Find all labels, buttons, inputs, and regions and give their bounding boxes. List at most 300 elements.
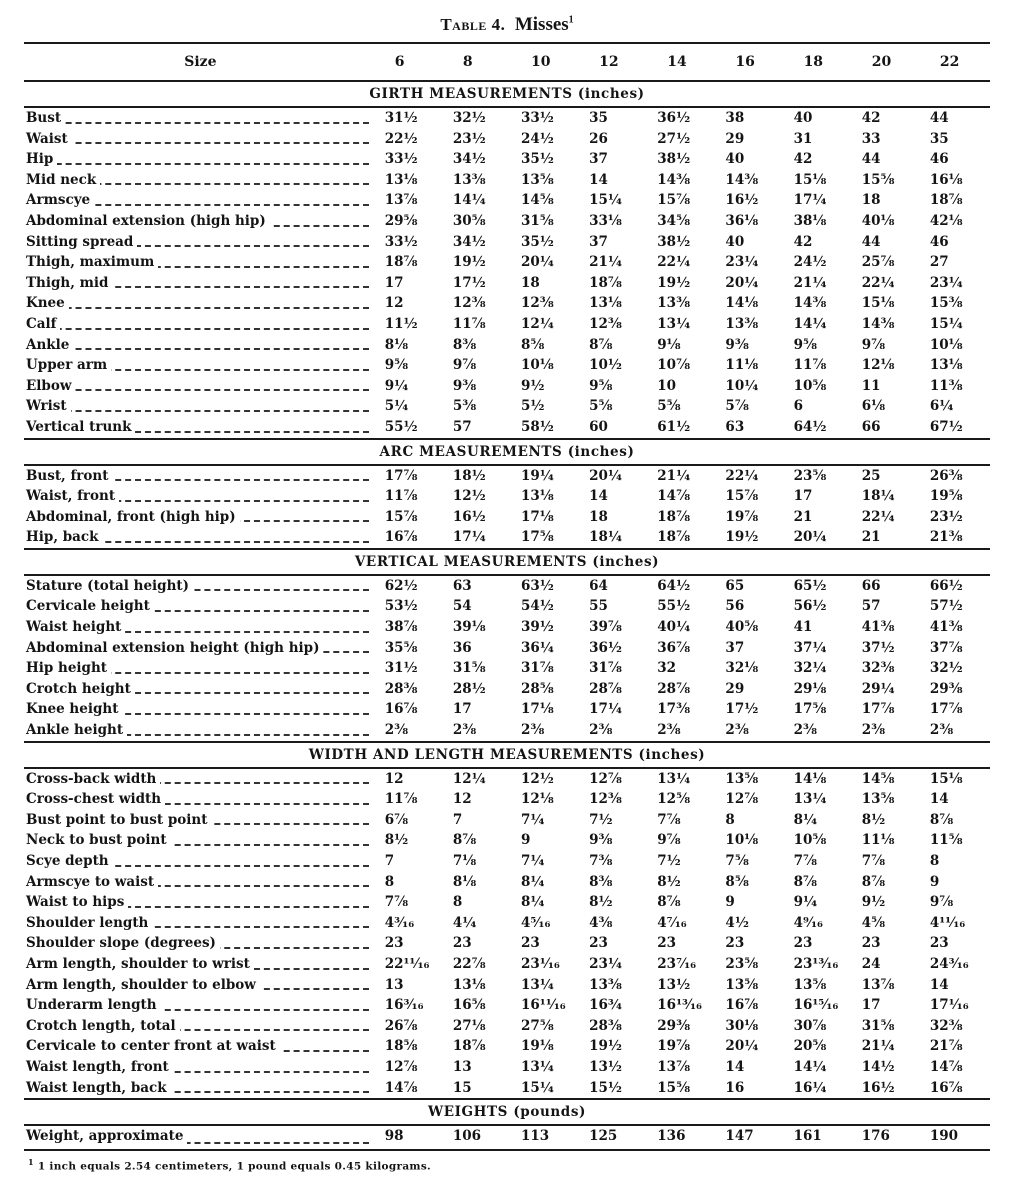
value-cell-size-6: 12⅞ [384, 1058, 418, 1075]
value-cell-size-18: 21 [793, 508, 813, 525]
value-cell-size-14: 18⅞ [657, 529, 691, 546]
value-cell-size-10: 8¼ [521, 873, 545, 890]
value-cell-size-10: 35½ [521, 233, 554, 250]
value-cell-size-8: 34½ [452, 233, 486, 250]
value-cell-size-10: 31⅞ [521, 660, 554, 677]
table-row [24, 1125, 990, 1150]
value-cell-size-8: 23½ [452, 130, 486, 147]
value-cell-size-18: 6 [793, 398, 803, 415]
value-cell-size-18: 56½ [793, 598, 827, 615]
value-cell-size-14: 17⅜ [657, 701, 691, 718]
row-label-cell [24, 575, 377, 597]
row-label: Arm length, shoulder to wrist [26, 956, 254, 972]
row-label: Ankle height [26, 722, 127, 738]
row-label-cell [24, 830, 377, 851]
value-cell-size-14: 8⅞ [657, 894, 681, 911]
size-column-header: Size [24, 44, 377, 81]
value-cell-size-16: 20¼ [725, 274, 759, 291]
value-cell-size-12: 5⅝ [589, 398, 613, 415]
value-cell-size-14: 12⅝ [657, 791, 691, 808]
row-label: Calf [26, 316, 60, 332]
value-cell-size-6: 2⅜ [384, 722, 409, 739]
value-cell-size-12: 12⅜ [589, 791, 622, 808]
row-label: Waist length, front [26, 1059, 173, 1075]
value-cell-size-12: 14 [589, 171, 608, 188]
value-cell-size-14: 64½ [657, 577, 691, 594]
value-cell-size-6: 13 [384, 976, 404, 993]
value-cell-size-18: 14⅛ [793, 770, 827, 787]
value-cell-size-22: 16⅛ [929, 171, 963, 188]
value-cell-size-16: 10¼ [725, 377, 759, 394]
value-cell-size-16: 16½ [725, 192, 759, 209]
value-cell-size-18: 38⅛ [793, 212, 827, 229]
value-cell-size-20: 14⅝ [861, 770, 895, 787]
row-label-cell [24, 232, 377, 253]
row-label: Cross-chest width [26, 791, 165, 807]
value-cell-size-18: 41 [793, 619, 813, 636]
value-cell-size-10: 2⅜ [521, 722, 545, 739]
value-cell-size-6: 12 [384, 295, 404, 312]
row-label: Abdominal extension height (high hip) [26, 640, 323, 656]
value-cell-size-20: 44 [861, 233, 881, 250]
value-cell-size-10: 35½ [521, 151, 554, 168]
value-cell-size-16: 16⅞ [725, 997, 759, 1014]
value-cell-size-20: 15⅝ [861, 171, 895, 188]
table-row [24, 507, 990, 528]
value-cell-size-6: 5¼ [384, 398, 409, 415]
value-cell-size-14: 7½ [657, 853, 681, 869]
value-cell-size-12: 9⅝ [589, 377, 613, 394]
value-cell-size-12: 10½ [589, 357, 623, 374]
value-cell-size-22: 9 [929, 873, 940, 890]
value-cell-size-6: 26⅞ [384, 1017, 418, 1034]
leader-dots [26, 328, 369, 330]
value-cell-size-6: 7 [384, 853, 395, 869]
value-cell-size-16: 2⅜ [725, 722, 749, 739]
value-cell-size-10: 19⅛ [521, 1038, 554, 1055]
value-cell-size-6: 7⅞ [384, 894, 409, 911]
value-cell-size-14: 10 [657, 377, 677, 394]
value-cell-size-20: 12⅛ [861, 357, 895, 374]
value-cell-size-20: 25⅞ [861, 254, 895, 271]
value-cell-size-14: 22¼ [657, 254, 691, 271]
value-cell-size-6: 62½ [384, 577, 418, 594]
value-cell-size-10: 17⅝ [521, 529, 554, 546]
value-cell-size-20: 57 [861, 598, 881, 615]
value-cell-size-18: 37¼ [793, 639, 827, 656]
value-cell-size-16: 56 [725, 598, 745, 615]
value-cell-size-22: 14 [929, 976, 949, 993]
leader-dots [26, 410, 369, 412]
value-cell-size-16: 10⅛ [725, 832, 759, 849]
value-cell-size-14: 38½ [657, 233, 691, 250]
value-cell-size-18: 11⅞ [793, 357, 827, 374]
row-label: Arm length, shoulder to elbow [26, 977, 260, 993]
value-cell-size-8: 13 [452, 1058, 472, 1075]
value-cell-size-12: 19½ [589, 1038, 623, 1055]
value-cell-size-22: 24³⁄₁₆ [929, 955, 969, 972]
value-cell-size-12: 7⅜ [589, 853, 613, 869]
value-cell-size-22: 32½ [929, 660, 963, 677]
value-cell-size-22: 57½ [929, 598, 963, 615]
value-cell-size-16: 14⅛ [725, 295, 759, 312]
value-cell-size-14: 40¼ [657, 619, 691, 636]
value-cell-size-10: 16¹¹⁄₁₆ [521, 997, 566, 1014]
value-cell-size-22: 21⅜ [929, 529, 963, 546]
value-cell-size-22: 35 [929, 130, 949, 147]
value-cell-size-18: 23⅝ [793, 467, 827, 484]
row-label: Bust point to bust point [26, 812, 211, 828]
value-cell-size-22: 21⅞ [929, 1038, 963, 1055]
value-cell-size-6: 53½ [384, 598, 418, 615]
measurement-table [24, 44, 990, 1151]
row-label: Hip, back [26, 529, 102, 545]
row-label-cell [24, 273, 377, 294]
value-cell-size-16: 40⅝ [725, 619, 759, 636]
value-cell-size-16: 8⅝ [725, 873, 749, 890]
value-cell-size-12: 39⅞ [589, 619, 622, 636]
row-label-cell [24, 933, 377, 954]
row-label: Knee height [26, 701, 122, 717]
row-label-cell [24, 1057, 377, 1078]
value-cell-size-20: 44 [861, 151, 881, 168]
value-cell-size-22: 46 [929, 233, 949, 250]
value-cell-size-10: 36¼ [521, 639, 554, 656]
row-label: Neck to bust point [26, 832, 171, 848]
value-cell-size-16: 13⅝ [725, 976, 759, 993]
row-label-cell [24, 507, 377, 528]
value-cell-size-8: 8⅞ [452, 832, 477, 849]
value-cell-size-14: 15⅝ [657, 1079, 691, 1096]
section-heading-row [24, 81, 990, 107]
size-header-12: 12 [581, 44, 649, 81]
value-cell-size-20: 4⅝ [861, 914, 886, 931]
row-label-cell [24, 913, 377, 934]
row-label-cell [24, 1078, 377, 1100]
value-cell-size-16: 5⅞ [725, 398, 749, 415]
value-cell-size-20: 31⅝ [861, 1017, 895, 1034]
value-cell-size-18: 42 [793, 233, 813, 250]
table-row [24, 789, 990, 810]
size-header-18: 18 [786, 44, 854, 81]
value-cell-size-6: 33½ [384, 233, 418, 250]
row-label-cell [24, 720, 377, 742]
table-row [24, 596, 990, 617]
row-label-cell [24, 617, 377, 638]
row-label: Wrist [26, 398, 71, 414]
row-label-cell [24, 465, 377, 487]
value-cell-size-10: 9½ [521, 377, 545, 394]
value-cell-size-22: 16⅞ [929, 1079, 963, 1096]
table-row [24, 486, 990, 507]
section-heading-row [24, 439, 990, 465]
table-row [24, 975, 990, 996]
value-cell-size-18: 4⁹⁄₁₆ [793, 914, 823, 931]
value-cell-size-16: 37 [725, 639, 745, 656]
value-cell-size-6: 17⅞ [384, 467, 418, 484]
table-row [24, 355, 990, 376]
value-cell-size-6: 22¹¹⁄₁₆ [384, 955, 430, 972]
value-cell-size-10: 19¼ [521, 467, 554, 484]
value-cell-size-10: 12⅛ [521, 791, 554, 808]
row-label: Waist length, back [26, 1080, 171, 1096]
value-cell-size-20: 9⅞ [861, 336, 886, 353]
row-label: Ankle [26, 337, 73, 353]
table-row [24, 892, 990, 913]
row-label-cell [24, 699, 377, 720]
value-cell-size-14: 16¹³⁄₁₆ [657, 997, 702, 1014]
table-row [24, 107, 990, 129]
value-cell-size-6: 18⅝ [384, 1038, 418, 1055]
row-label: Mid neck [26, 172, 100, 188]
value-cell-size-12: 125 [581, 1125, 649, 1150]
value-cell-size-18: 10⅝ [793, 832, 827, 849]
value-cell-size-22: 9⅞ [929, 894, 954, 911]
value-cell-size-18: 16¹⁵⁄₁₆ [793, 997, 839, 1014]
row-label-cell [24, 527, 377, 549]
value-cell-size-12: 64 [589, 577, 608, 594]
value-cell-size-18: 8⅞ [793, 873, 817, 890]
section-heading: WIDTH AND LENGTH MEASUREMENTS (inches) [24, 742, 990, 768]
leader-dots [26, 122, 369, 124]
value-cell-size-18: 13¼ [793, 791, 827, 808]
value-cell-size-14: 38½ [657, 151, 691, 168]
value-cell-size-16: 22¼ [725, 467, 759, 484]
value-cell-size-8: 7 [452, 811, 463, 828]
row-label-cell [24, 679, 377, 700]
footnote-text: 1 inch equals 2.54 centimeters, 1 pound equals 0.45 kilograms. [37, 1160, 432, 1173]
table-row [24, 872, 990, 893]
value-cell-size-18: 16¼ [793, 1079, 827, 1096]
value-cell-size-18: 161 [786, 1125, 854, 1150]
row-label-cell [24, 314, 377, 335]
row-label: Bust [26, 110, 65, 126]
row-label: Vertical trunk [26, 419, 135, 435]
value-cell-size-8: 4¼ [452, 914, 477, 931]
value-cell-size-14: 13½ [657, 976, 691, 993]
value-cell-size-20: 37½ [861, 639, 895, 656]
value-cell-size-8: 12 [452, 791, 472, 808]
table-row [24, 933, 990, 954]
row-label: Crotch length, total [26, 1018, 180, 1034]
row-label-cell [24, 252, 377, 273]
table-row [24, 1057, 990, 1078]
value-cell-size-16: 9⅜ [725, 336, 749, 353]
table-body [24, 81, 990, 1150]
value-cell-size-22: 14⅞ [929, 1058, 963, 1075]
row-label: Knee [26, 295, 69, 311]
table-row [24, 335, 990, 356]
value-cell-size-12: 23 [589, 935, 608, 952]
value-cell-size-8: 12⅜ [452, 295, 486, 312]
table-row [24, 293, 990, 314]
value-cell-size-20: 23 [861, 935, 881, 952]
table-row [24, 954, 990, 975]
value-cell-size-16: 63 [725, 418, 745, 435]
value-cell-size-8: 57 [452, 418, 472, 435]
value-cell-size-22: 27 [929, 254, 949, 271]
value-cell-size-6: 98 [377, 1125, 445, 1150]
size-header-22: 22 [922, 44, 990, 81]
value-cell-size-6: 15⅞ [384, 508, 418, 525]
value-cell-size-8: 18½ [452, 467, 486, 484]
value-cell-size-20: 18 [861, 192, 881, 209]
table-name: Misses [514, 14, 569, 35]
row-label: Abdominal extension (high hip) [26, 213, 270, 229]
size-header-10: 10 [513, 44, 581, 81]
value-cell-size-12: 18⅞ [589, 274, 622, 291]
table-row [24, 768, 990, 790]
value-cell-size-12: 14 [589, 488, 608, 505]
value-cell-size-12: 17¼ [589, 701, 623, 718]
value-cell-size-8: 12½ [452, 488, 486, 505]
value-cell-size-16: 30⅛ [725, 1017, 759, 1034]
value-cell-size-14: 18⅞ [657, 508, 691, 525]
section-heading: GIRTH MEASUREMENTS (inches) [24, 81, 990, 107]
value-cell-size-6: 8⅛ [384, 336, 409, 353]
value-cell-size-20: 32⅜ [861, 660, 895, 677]
table-row [24, 129, 990, 150]
value-cell-size-20: 41⅜ [861, 619, 895, 636]
value-cell-size-18: 21¼ [793, 274, 827, 291]
value-cell-size-14: 29⅜ [657, 1017, 691, 1034]
value-cell-size-10: 20¼ [521, 254, 554, 271]
table-row [24, 638, 990, 659]
row-label-cell [24, 954, 377, 975]
row-label: Thigh, maximum [26, 254, 158, 270]
value-cell-size-14: 36½ [657, 110, 691, 126]
value-cell-size-14: 23 [657, 935, 677, 952]
value-cell-size-18: 32¼ [793, 660, 827, 677]
table-title [0, 14, 1014, 36]
value-cell-size-20: 17⅞ [861, 701, 895, 718]
value-cell-size-20: 21¼ [861, 1038, 895, 1055]
value-cell-size-22: 11⅝ [929, 832, 963, 849]
value-cell-size-8: 17 [452, 701, 472, 718]
row-label-cell [24, 789, 377, 810]
table-number: Table 4. [440, 15, 506, 34]
table-row [24, 252, 990, 273]
value-cell-size-20: 14½ [861, 1058, 895, 1075]
value-cell-size-22: 44 [929, 110, 949, 126]
value-cell-size-22: 14 [929, 791, 949, 808]
table-row [24, 699, 990, 720]
value-cell-size-12: 31⅞ [589, 660, 622, 677]
value-cell-size-14: 32 [657, 660, 677, 677]
value-cell-size-22: 19⅝ [929, 488, 963, 505]
value-cell-size-6: 16⅞ [384, 529, 418, 546]
row-label-cell [24, 810, 377, 831]
value-cell-size-22: 15⅜ [929, 295, 963, 312]
value-cell-size-10: 39½ [521, 619, 554, 636]
value-cell-size-12: 15½ [589, 1079, 623, 1096]
value-cell-size-22: 18⅞ [929, 192, 963, 209]
value-cell-size-22: 190 [922, 1125, 990, 1150]
value-cell-size-10: 4⁵⁄₁₆ [521, 914, 551, 931]
table-row [24, 810, 990, 831]
value-cell-size-18: 23¹³⁄₁₆ [793, 955, 839, 972]
value-cell-size-18: 14⅜ [793, 295, 827, 312]
table-row [24, 679, 990, 700]
value-cell-size-18: 29⅛ [793, 680, 827, 697]
value-cell-size-12: 2⅜ [589, 722, 613, 739]
value-cell-size-14: 9⅞ [657, 832, 681, 849]
value-cell-size-12: 13½ [589, 1058, 623, 1075]
value-cell-size-8: 13⅛ [452, 976, 486, 993]
row-label-cell [24, 892, 377, 913]
row-label: Shoulder slope (degrees) [26, 935, 220, 951]
size-header-8: 8 [445, 44, 513, 81]
row-label-cell [24, 872, 377, 893]
size-header-16: 16 [717, 44, 785, 81]
value-cell-size-14: 8½ [657, 873, 681, 890]
value-cell-size-6: 29⅝ [384, 212, 418, 229]
value-cell-size-20: 14⅜ [861, 315, 895, 332]
value-cell-size-16: 17½ [725, 701, 759, 718]
row-label-cell [24, 355, 377, 376]
value-cell-size-8: 34½ [452, 151, 486, 168]
value-cell-size-8: 8 [452, 894, 463, 911]
value-cell-size-12: 21¼ [589, 254, 623, 271]
value-cell-size-12: 60 [589, 418, 608, 435]
value-cell-size-16: 12⅞ [725, 791, 759, 808]
value-cell-size-8: 8⅜ [452, 336, 477, 353]
value-cell-size-16: 19½ [725, 529, 759, 546]
value-cell-size-6: 31½ [384, 660, 418, 677]
value-cell-size-16: 16 [725, 1079, 745, 1096]
value-cell-size-14: 21¼ [657, 467, 691, 484]
title-footnote-mark: 1 [568, 14, 574, 26]
value-cell-size-22: 37⅞ [929, 639, 963, 656]
value-cell-size-22: 17¹⁄₁₆ [929, 997, 969, 1014]
value-cell-size-12: 33⅛ [589, 212, 622, 229]
table-row [24, 232, 990, 253]
size-header-6: 6 [377, 44, 445, 81]
value-cell-size-18: 31 [793, 130, 813, 147]
row-label-cell [24, 190, 377, 211]
row-label-cell [24, 975, 377, 996]
value-cell-size-8: 13⅜ [452, 171, 486, 188]
value-cell-size-14: 9⅛ [657, 336, 681, 353]
row-label: Waist, front [26, 488, 119, 504]
row-label-cell [24, 658, 377, 679]
row-label-cell [24, 129, 377, 150]
row-label-cell [24, 211, 377, 232]
row-label: Underarm length [26, 997, 161, 1013]
row-label: Hip [26, 151, 57, 167]
value-cell-size-14: 28⅞ [657, 680, 691, 697]
table-row [24, 720, 990, 742]
leader-dots [26, 348, 369, 350]
value-cell-size-16: 14 [725, 1058, 745, 1075]
value-cell-size-18: 2⅜ [793, 722, 817, 739]
table-row [24, 913, 990, 934]
value-cell-size-8: 7⅛ [452, 853, 477, 869]
value-cell-size-16: 147 [717, 1125, 785, 1150]
row-label: Cross-back width [26, 771, 160, 787]
value-cell-size-12: 55 [589, 598, 608, 615]
value-cell-size-12: 20¼ [589, 467, 623, 484]
value-cell-size-12: 8½ [589, 894, 613, 911]
table-row [24, 1036, 990, 1057]
value-cell-size-10: 17⅛ [521, 701, 554, 718]
value-cell-size-16: 32⅛ [725, 660, 759, 677]
value-cell-size-6: 35⅝ [384, 639, 418, 656]
row-label: Waist [26, 131, 72, 147]
value-cell-size-22: 42⅛ [929, 212, 963, 229]
row-label-cell [24, 995, 377, 1016]
value-cell-size-10: 5½ [521, 398, 545, 415]
